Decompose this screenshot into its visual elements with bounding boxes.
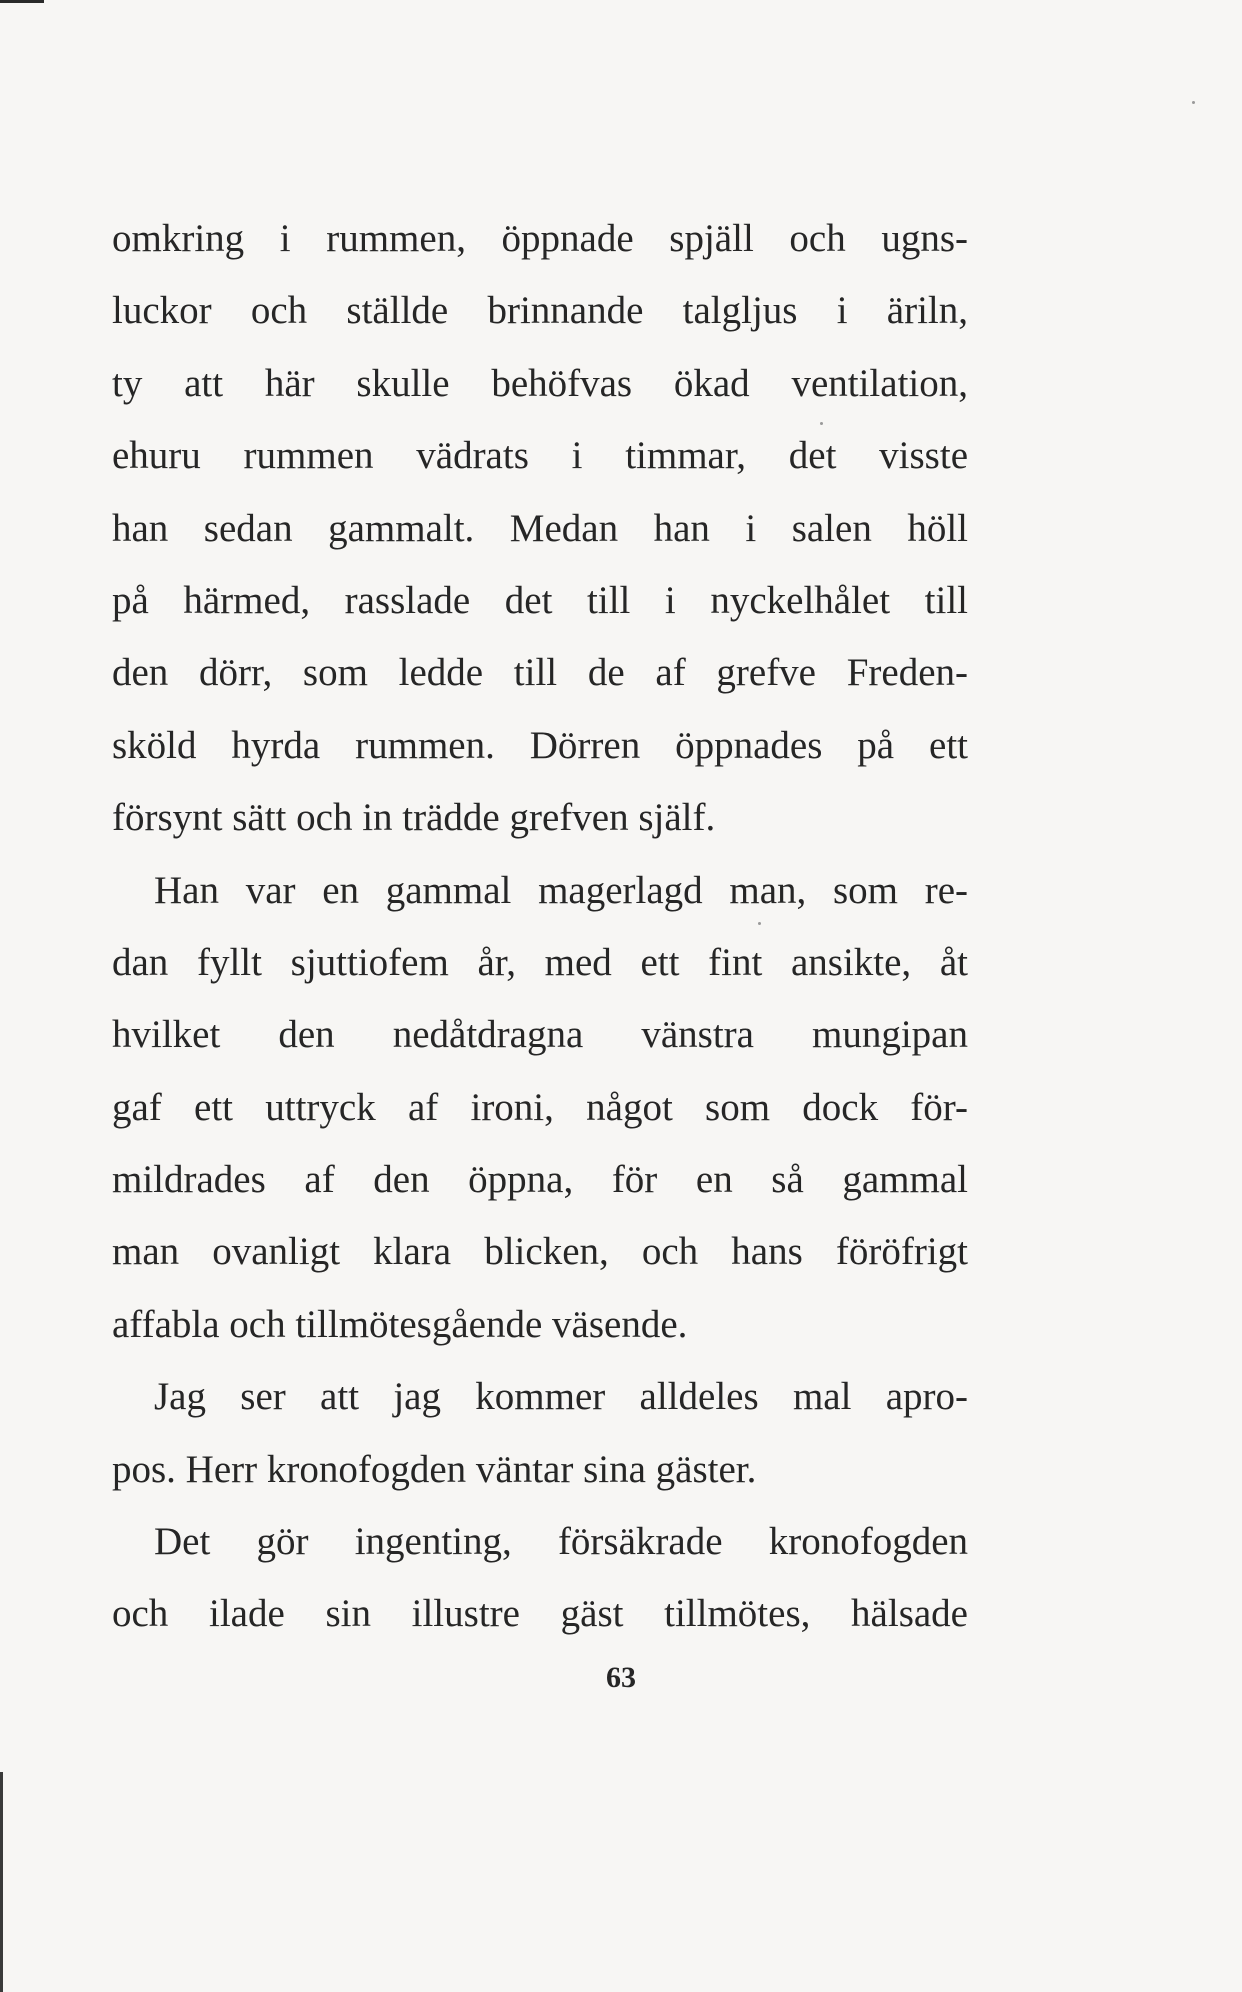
text-line: luckor och ställde brinnande talgljus i äriln, bbox=[112, 289, 968, 333]
text-line: dan fyllt sjuttiofem år, med ett fint ansikte, åt bbox=[112, 940, 968, 984]
text-line: Det gör ingenting, försäkrade kronofogden bbox=[154, 1520, 968, 1564]
text-line: ehuru rummen vädrats i timmar, det visste bbox=[112, 434, 968, 478]
text-line: affabla och tillmötesgående väsende. bbox=[112, 1302, 688, 1346]
text-line: pos. Herr kronofogden väntar sina gäster. bbox=[112, 1447, 757, 1491]
text-line: hvilket den nedåtdragna vänstra mungipan bbox=[112, 1013, 968, 1057]
text-line: försynt sätt och in trädde grefven själf. bbox=[112, 796, 716, 840]
text-line: gaf ett uttryck af ironi, något som dock för- bbox=[112, 1085, 968, 1129]
text-line: mildrades af den öppna, för en så gammal bbox=[112, 1158, 968, 1202]
scan-edge-mark-top bbox=[0, 0, 44, 3]
text-line: ty att här skulle behöfvas ökad ventilation, bbox=[112, 361, 968, 405]
text-line: man ovanligt klara blicken, och hans föröfrigt bbox=[112, 1230, 968, 1274]
paper-speck bbox=[1192, 101, 1195, 104]
text-line: på härmed, rasslade det till i nyckelhålet till bbox=[112, 578, 968, 622]
body-text bbox=[112, 203, 968, 1651]
text-line: omkring i rummen, öppnade spjäll och ugns- bbox=[112, 217, 968, 260]
text-line: Han var en gammal magerlagd man, som re- bbox=[154, 868, 968, 912]
text-line: den dörr, som ledde till de af grefve Freden- bbox=[112, 651, 968, 695]
text-line: Jag ser att jag kommer alldeles mal apro- bbox=[154, 1375, 968, 1419]
text-line: sköld hyrda rummen. Dörren öppnades på ett bbox=[112, 723, 968, 767]
page-number: 63 bbox=[606, 1661, 636, 1694]
text-line: han sedan gammalt. Medan han i salen höll bbox=[112, 506, 968, 550]
scan-edge-mark-left bbox=[0, 1772, 3, 1992]
text-line: och ilade sin illustre gäst tillmötes, hälsade bbox=[112, 1592, 968, 1636]
